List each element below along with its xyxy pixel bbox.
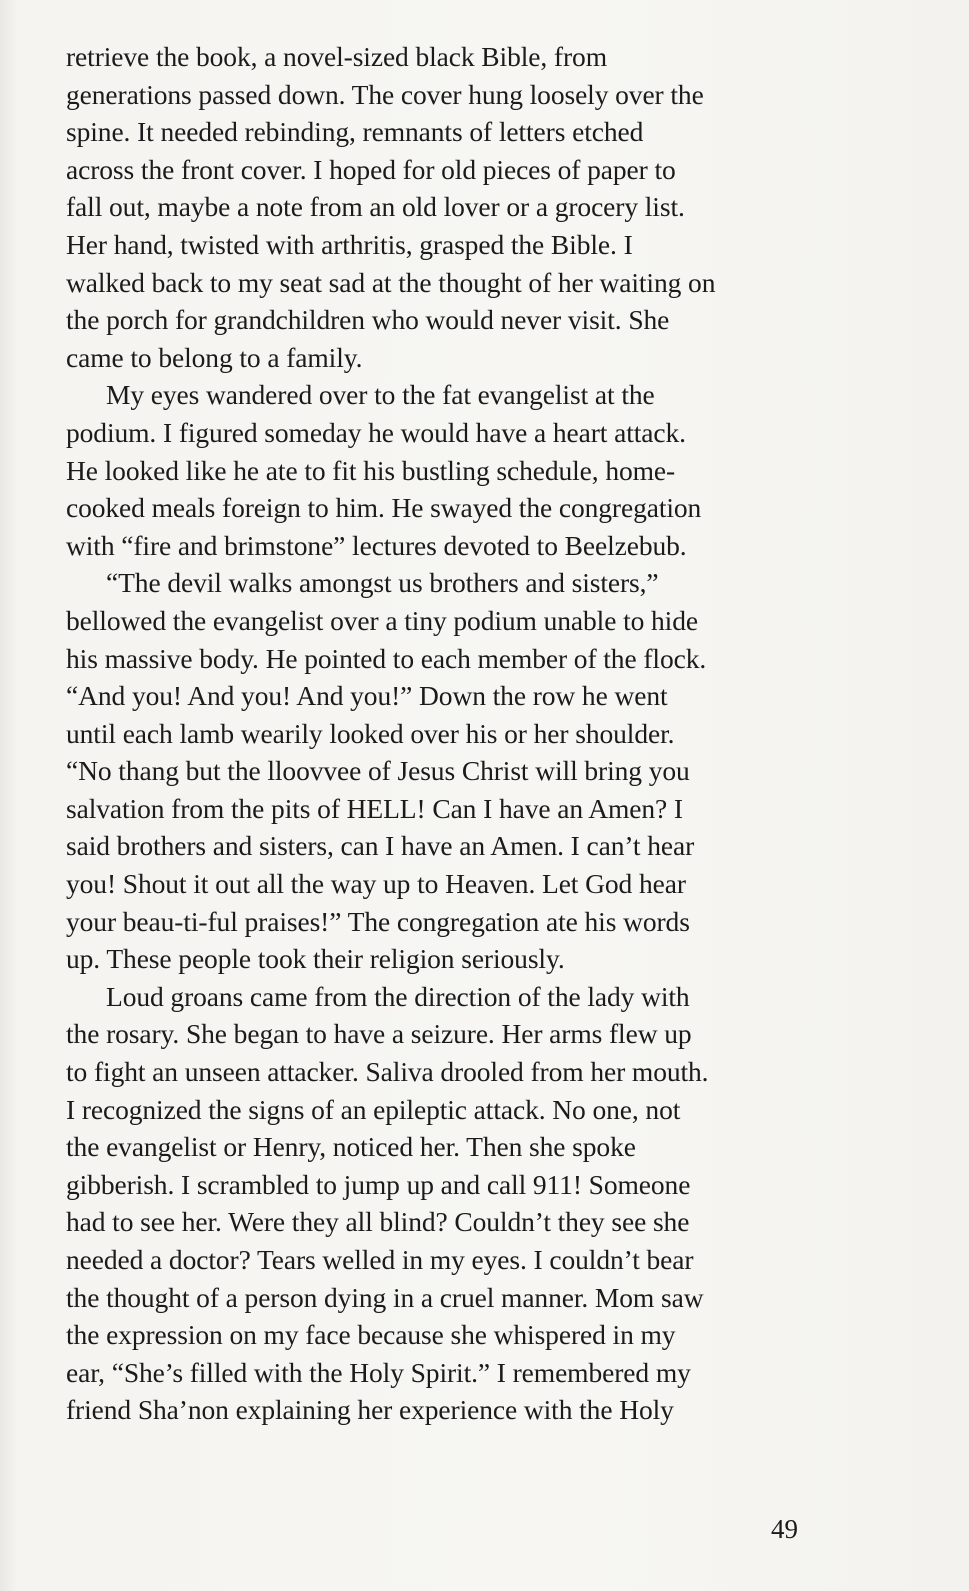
text-line: “No thang but the lloovvee of Jesus Christ will bring you: [66, 755, 690, 787]
paragraph-start-line: “The devil walks amongst us brothers and sisters,”: [106, 567, 659, 599]
text-line: the evangelist or Henry, noticed her. Then she spoke: [66, 1131, 636, 1163]
text-line: until each lamb wearily looked over his or her shoulder.: [66, 717, 675, 749]
text-line: the porch for grandchildren who would never visit. She: [66, 304, 670, 336]
text-line: salvation from the pits of HELL! Can I have an Amen? I: [66, 792, 683, 824]
text-line: with “fire and brimstone” lectures devoted to Beelzebub.: [66, 529, 687, 561]
text-line: needed a doctor? Tears welled in my eyes. I couldn’t bear: [66, 1244, 694, 1275]
page-number: 49: [771, 1514, 798, 1544]
text-line: said brothers and sisters, can I have an Amen. I can’t hear: [66, 830, 695, 862]
text-line: his massive body. He pointed to each member of the flock.: [66, 642, 707, 674]
body-text: [66, 38, 806, 1429]
text-line: retrieve the book, a novel-sized black Bible, from: [66, 41, 607, 72]
text-line: fall out, maybe a note from an old lover or a grocery list.: [66, 191, 685, 223]
text-line: Her hand, twisted with arthritis, grasped the Bible. I: [66, 228, 633, 260]
text-line: up. These people took their religion seriously.: [66, 943, 565, 975]
text-line: to fight an unseen attacker. Saliva drooled from her mouth.: [66, 1056, 709, 1088]
text-line: across the front cover. I hoped for old pieces of paper to: [66, 153, 676, 185]
text-line: you! Shout it out all the way up to Heaven. Let God hear: [66, 868, 686, 900]
text-line: generations passed down. The cover hung loosely over the: [66, 78, 704, 110]
text-line: spine. It needed rebinding, remnants of letters etched: [66, 116, 644, 148]
text-line: He looked like he ate to fit his bustling schedule, home-: [66, 454, 676, 486]
text-line: I recognized the signs of an epileptic attack. No one, not: [66, 1093, 681, 1125]
text-line: the thought of a person dying in a cruel manner. Mom saw: [66, 1281, 704, 1313]
paragraph-start-line: Loud groans came from the direction of the lady with: [106, 980, 690, 1012]
text-line: your beau-ti-ful praises!” The congregation ate his words: [66, 905, 690, 937]
text-line: cooked meals foreign to him. He swayed the congregation: [66, 492, 702, 524]
text-line: podium. I figured someday he would have a heart attack.: [66, 416, 686, 448]
text-line: gibberish. I scrambled to jump up and call 911! Someone: [66, 1168, 691, 1200]
text-line: the rosary. She began to have a seizure. Her arms flew up: [66, 1018, 692, 1050]
paragraph-start-line: My eyes wandered over to the fat evangelist at the: [106, 379, 655, 411]
text-line: came to belong to a family.: [66, 341, 363, 373]
text-line: had to see her. Were they all blind? Couldn’t they see she: [66, 1206, 690, 1238]
text-line: bellowed the evangelist over a tiny podium unable to hide: [66, 604, 698, 636]
text-line: walked back to my seat sad at the thought of her waiting on: [66, 266, 716, 298]
text-line: “And you! And you! And you!” Down the row he went: [66, 680, 668, 712]
text-line: the expression on my face because she whispered in my: [66, 1319, 676, 1351]
text-line: friend Sha’non explaining her experience with the Holy: [66, 1394, 674, 1426]
text-line: ear, “She’s filled with the Holy Spirit.” I remembered my: [66, 1356, 691, 1388]
